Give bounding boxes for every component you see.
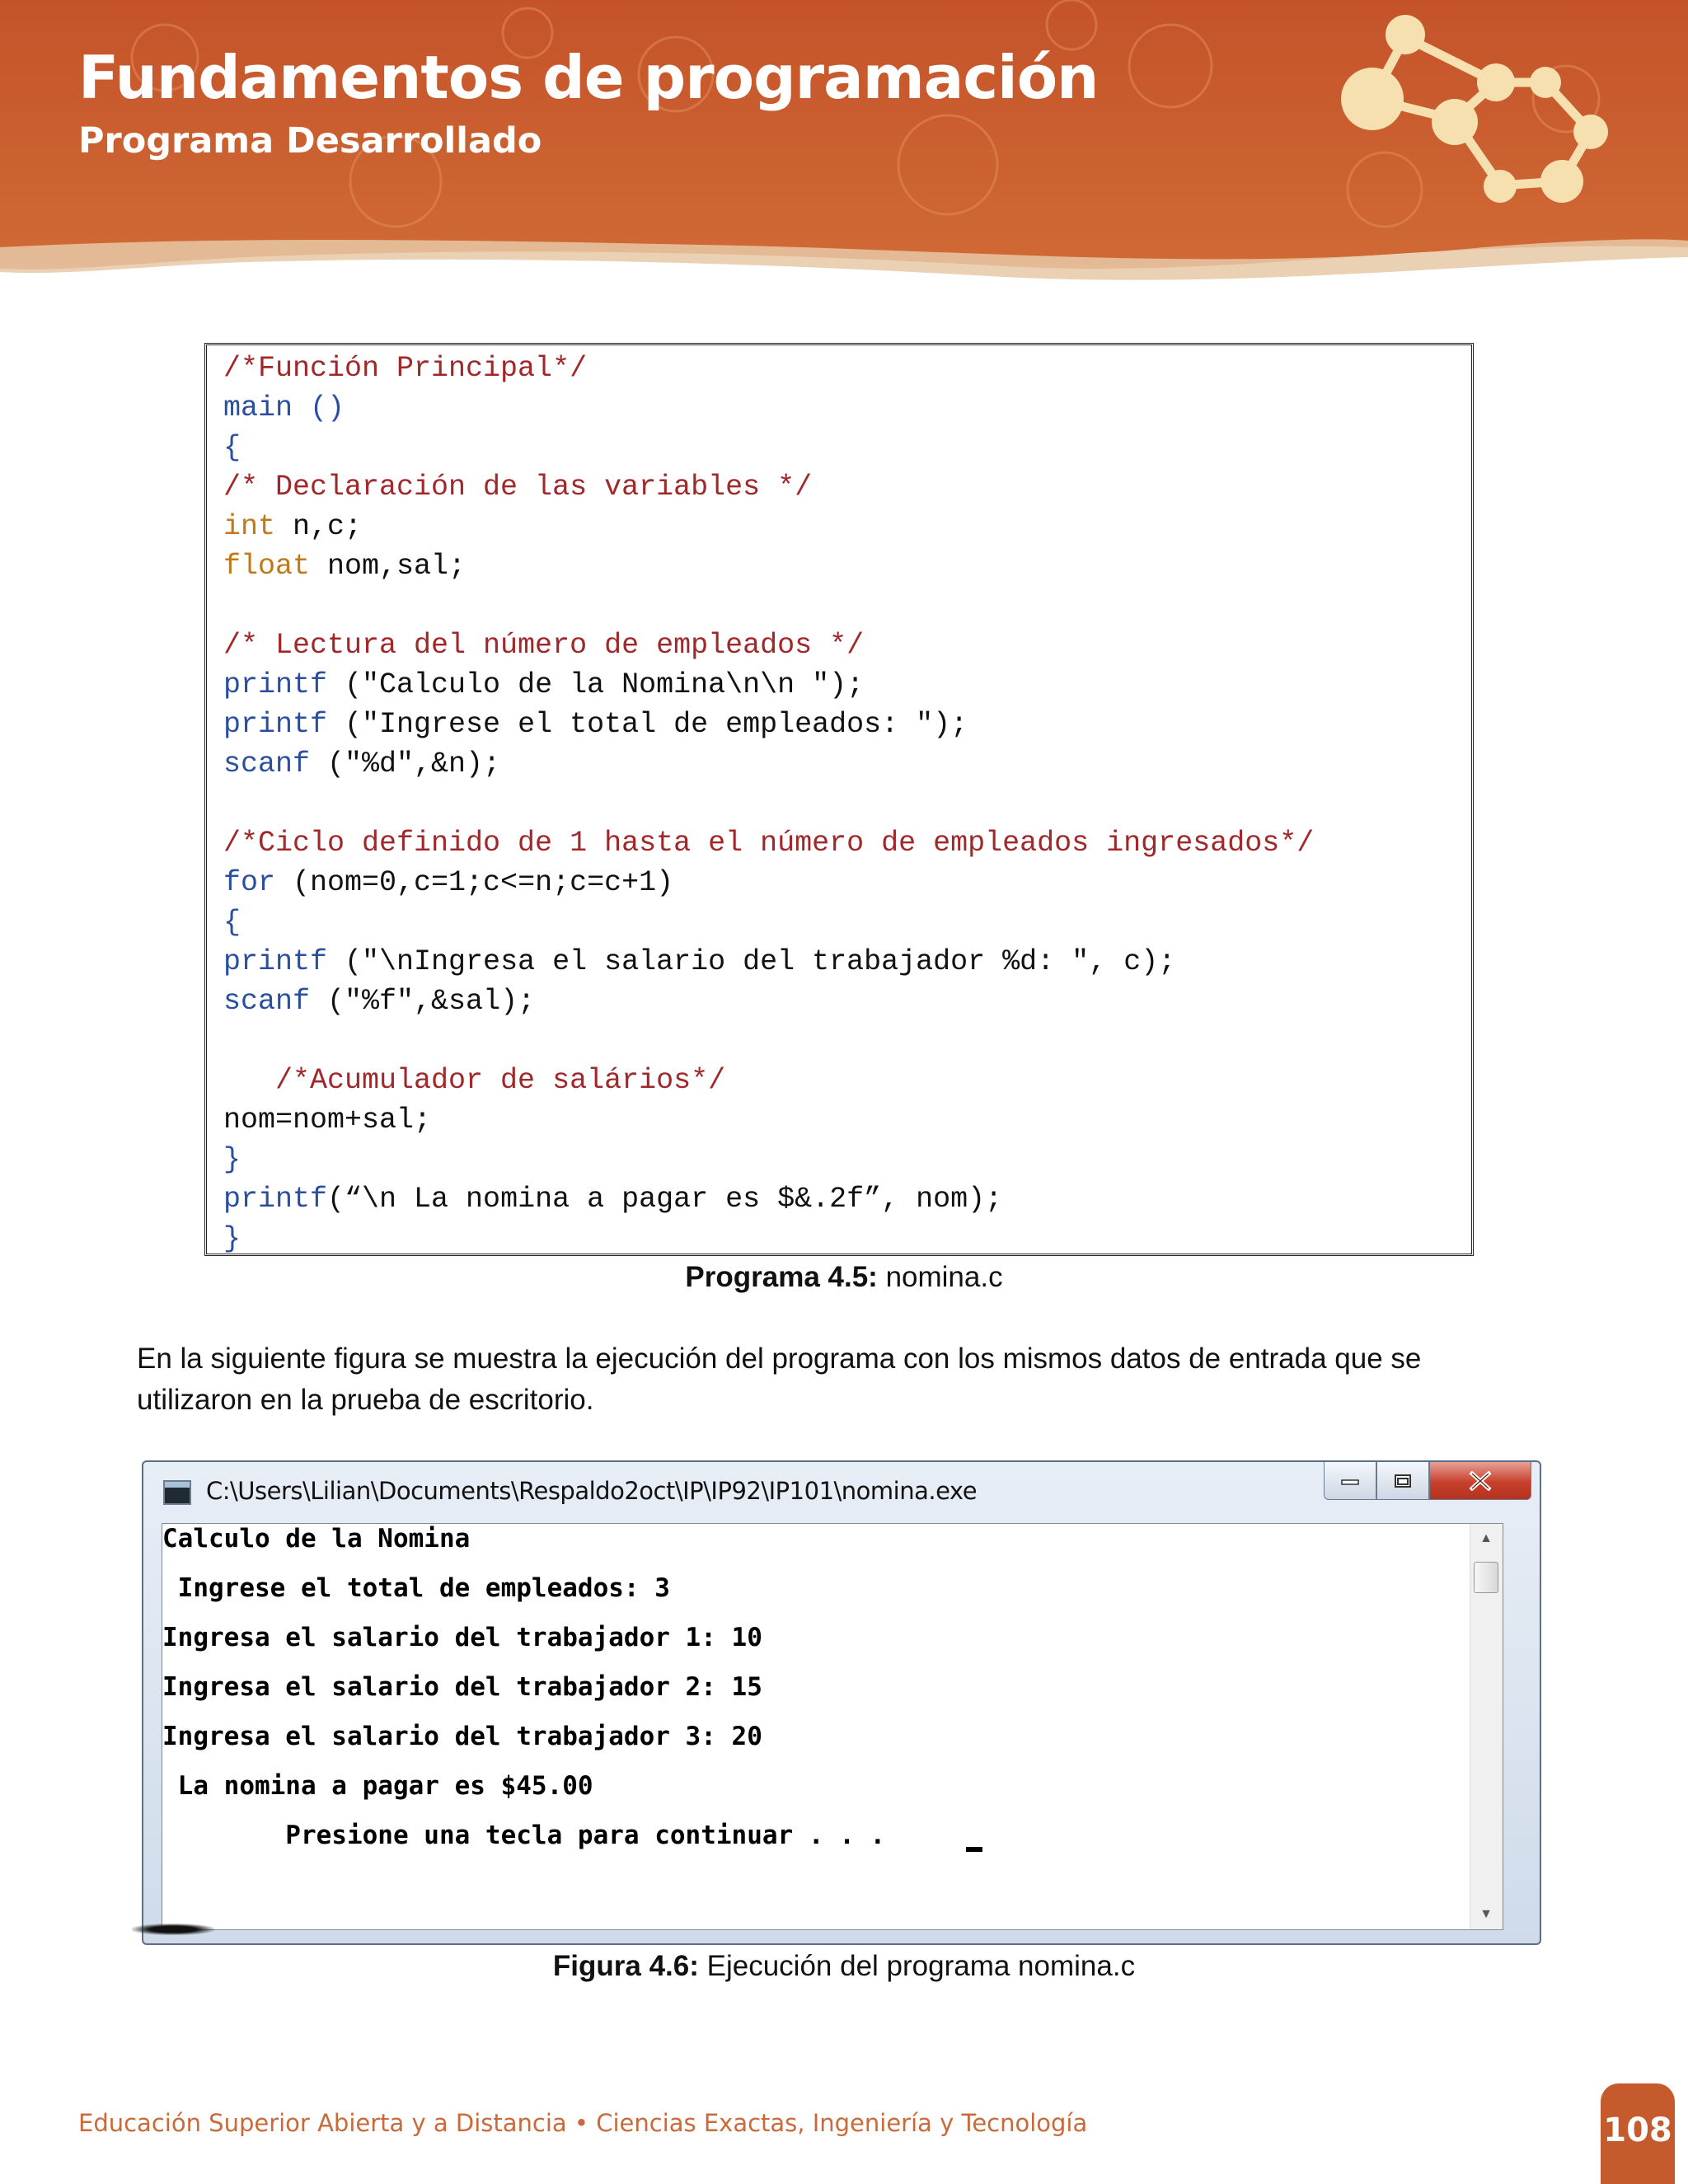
body-paragraph: En la siguiente figura se muestra la ejecución del programa con los mismos datos de entrada que se utilizaron en la prueba de escritorio. (137, 1343, 1422, 1416)
code-token: main () (223, 391, 345, 424)
code-token: printf (223, 708, 328, 741)
console-output-line: Presione una tecla para continuar . . . (162, 1821, 901, 1850)
scrollbar-thumb[interactable] (1474, 1562, 1498, 1593)
code-line (223, 507, 1314, 546)
code-line (223, 1179, 1314, 1219)
code-line (223, 705, 1314, 744)
code-line (223, 349, 1314, 388)
console-titlebar[interactable] (143, 1462, 1540, 1523)
console-output-line: Ingresa el salario del trabajador 1: 10 (162, 1623, 762, 1652)
close-button[interactable] (1429, 1462, 1531, 1500)
code-line (223, 1140, 1314, 1179)
console-window-title: C:\Users\Lilian\Documents\Respaldo2oct\IP\IP92\IP101\nomina.exe (206, 1477, 978, 1505)
code-caption-label: Programa 4.5: (685, 1261, 878, 1293)
code-token: for (223, 866, 276, 899)
code-line (223, 428, 1314, 467)
console-vertical-scrollbar[interactable] (1470, 1524, 1503, 1929)
code-token: } (223, 1222, 241, 1255)
code-token: { (223, 906, 241, 939)
page-number: 108 (1603, 2111, 1672, 2149)
document-subtitle: Programa Desarrollado (78, 120, 542, 162)
code-token: ("%d",&n); (310, 748, 501, 780)
code-line (223, 863, 1314, 902)
code-token: (“\n La nomina a pagar es $&.2f”, nom); (327, 1183, 1003, 1216)
code-line (223, 1061, 1314, 1100)
minimize-button[interactable] (1324, 1462, 1376, 1500)
console-window (142, 1460, 1541, 1945)
minimize-icon (1340, 1475, 1360, 1487)
code-listing-box (204, 343, 1474, 1256)
code-line (223, 1100, 1314, 1140)
code-token: printf (223, 668, 328, 701)
code-token: /*Acumulador de salários*/ (223, 1064, 726, 1097)
code-token: /* Lectura del número de empleados */ (223, 629, 865, 662)
code-line (223, 982, 1314, 1021)
code-line (223, 626, 1314, 665)
console-output-line: Ingresa el salario del trabajador 2: 15 (162, 1672, 762, 1702)
console-output-line: Calculo de la Nomina (162, 1524, 471, 1554)
code-line (223, 823, 1314, 863)
header-banner (0, 0, 1688, 288)
maximize-icon (1393, 1473, 1413, 1489)
code-line (223, 546, 1314, 586)
console-output-area[interactable] (162, 1523, 1503, 1930)
code-token: int (223, 510, 276, 543)
code-line (223, 902, 1314, 942)
console-app-icon[interactable] (163, 1480, 191, 1505)
code-token: float (223, 550, 311, 583)
code-line (223, 586, 1314, 626)
window-controls (1324, 1462, 1531, 1502)
code-caption-text: nomina.c (877, 1261, 1003, 1293)
code-listing (223, 349, 1314, 1258)
code-token: /* Declaración de las variables */ (223, 471, 813, 504)
console-output-line: Ingresa el salario del trabajador 3: 20 (162, 1722, 762, 1751)
code-token: ("Calculo de la Nomina\n\n "); (327, 668, 865, 701)
code-token: /*Función Principal*/ (223, 352, 588, 385)
figure-caption-text: Ejecución del programa nomina.c (698, 1950, 1136, 1982)
close-icon (1468, 1471, 1493, 1491)
code-token: nom,sal; (310, 550, 467, 583)
maximize-button[interactable] (1376, 1462, 1429, 1500)
code-token: } (223, 1143, 241, 1176)
console-output-line: La nomina a pagar es $45.00 (162, 1771, 593, 1801)
scroll-down-arrow-icon[interactable]: ▼ (1479, 1907, 1493, 1921)
code-token: printf (223, 945, 328, 978)
code-token: { (223, 431, 241, 464)
code-line (223, 784, 1314, 823)
code-token: ("\nIngresa el salario del trabajador %d: ", c); (327, 945, 1176, 978)
code-token: (nom=0,c=1;c<=n;c=c+1) (275, 866, 674, 899)
code-token: ("Ingrese el total de empleados: "); (327, 708, 968, 741)
console-cursor (966, 1847, 982, 1852)
scroll-shadow (132, 1924, 214, 1935)
code-token: scanf (223, 985, 311, 1018)
footer-text: Educación Superior Abierta y a Distancia • Ciencias Exactas, Ingeniería y Tecnología (78, 2109, 1088, 2137)
code-caption (0, 1261, 1688, 1294)
code-token: scanf (223, 748, 311, 780)
code-line (223, 1219, 1314, 1258)
code-line (223, 1021, 1314, 1061)
code-line (223, 942, 1314, 982)
figure-caption-label: Figura 4.6: (552, 1950, 699, 1982)
code-token: printf (223, 1183, 328, 1216)
document-title: Fundamentos de programación (78, 43, 1099, 112)
code-token: ("%f",&sal); (310, 985, 536, 1018)
scroll-up-arrow-icon[interactable]: ▲ (1479, 1531, 1493, 1545)
code-line (223, 665, 1314, 705)
code-line (223, 467, 1314, 507)
code-token: n,c; (275, 510, 363, 543)
code-line (223, 744, 1314, 784)
code-token: nom=nom+sal; (223, 1104, 432, 1137)
figure-caption (0, 1950, 1688, 1983)
code-line (223, 388, 1314, 428)
console-output-line: Ingrese el total de empleados: 3 (162, 1573, 670, 1603)
code-token: /*Ciclo definido de 1 hasta el número de empleados ingresados*/ (223, 827, 1315, 860)
